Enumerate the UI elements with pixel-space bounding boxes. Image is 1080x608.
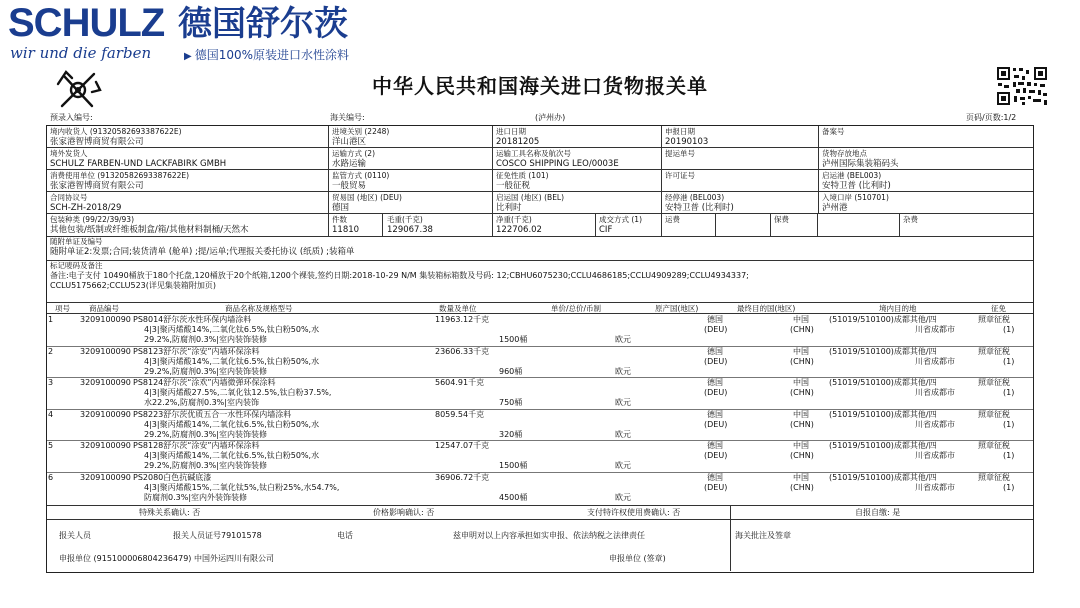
- goods-item-origin: 德国: [707, 378, 723, 388]
- trade-country-cell: 贸易国 (地区) (DEU) 德国: [332, 193, 402, 213]
- goods-item-tax-2: (1): [1003, 451, 1015, 461]
- goods-col-destination: 最终目的国(地区): [737, 304, 796, 313]
- goods-item-origin: 德国: [707, 315, 723, 324]
- bill-number-cell: 提运单号: [665, 149, 695, 158]
- gross-weight-cell: 毛重(千克) 129067.38: [387, 215, 433, 235]
- goods-item-destination: 中国: [793, 473, 809, 482]
- price-impact: 价格影响确认: 否: [373, 508, 435, 517]
- goods-item-spec: 4|3|聚丙烯酸14%,二氧化钛6.5%,钛白粉50%,水: [144, 356, 320, 366]
- goods-item-domestic-2: 川省成都市: [915, 388, 955, 398]
- declarant-cert: 报关人员证号79101578: [173, 531, 262, 540]
- goods-item-domestic-2: 川省成都市: [915, 419, 955, 429]
- goods-item-tax: 照章征税: [978, 378, 1010, 388]
- transport-mode-cell: 运输方式 (2) 水路运输: [332, 149, 376, 169]
- row-divider: [47, 440, 1033, 441]
- goods-item-origin-code: (DEU): [704, 419, 728, 429]
- goods-item-spec: 4|3|聚丙烯酸14%,二氧化钛6.5%,钛白粉50%,水: [144, 419, 320, 429]
- goods-item-qty-units: 320桶: [499, 429, 523, 439]
- goods-item-currency: 欧元: [615, 429, 631, 439]
- record-number-cell: 备案号: [822, 127, 845, 136]
- special-relation: 特殊关系确认: 否: [139, 508, 201, 517]
- goods-item-name: PS8128舒尔茨“涂安”内墙环保涂料: [133, 441, 260, 451]
- pre-entry-number: 预录入编号:: [50, 113, 93, 122]
- goods-item-spec: 4|3|聚丙烯酸14%,二氧化钛6.5%,钛白粉50%,水: [144, 451, 320, 461]
- goods-item-destination-code: (CHN): [790, 483, 814, 492]
- consumer-cell: 消费使用单位 (91320582693387622E) 张家港智博商贸有限公司: [50, 171, 190, 191]
- brand-name-cn: 德国舒尔茨: [178, 4, 348, 44]
- goods-item-destination-code: (CHN): [790, 419, 814, 429]
- goods-item-currency: 欧元: [615, 335, 631, 344]
- brand-subtitle: ▶ 德国100%原装进口水性涂料: [184, 48, 350, 62]
- goods-item-qty: 11963.12千克: [435, 315, 490, 324]
- goods-item-destination: 中国: [793, 315, 809, 324]
- goods-item-destination-code: (CHN): [790, 451, 814, 461]
- goods-item-destination: 中国: [793, 441, 809, 451]
- goods-item-spec-2: 29.2%,防腐剂0.3%|室内装饰装修: [144, 366, 267, 376]
- goods-item-name: PS2080白色抗碱底漆: [133, 473, 212, 482]
- royalty-confirm: 支付特许权使用费确认: 否: [587, 508, 681, 517]
- deal-mode-cell: 成交方式 (1) CIF: [599, 215, 643, 235]
- legal-statement: 兹申明对以上内容承担如实申报、依法纳税之法律责任: [453, 531, 645, 540]
- declarant-label: 报关人员: [59, 531, 91, 540]
- shipper-cell: 境外发货人 SCHULZ FARBEN-UND LACKFABIRK GMBH: [50, 149, 227, 169]
- goods-item-currency: 欧元: [615, 398, 631, 408]
- page-count: 页码/页数:1/2: [966, 113, 1017, 122]
- goods-item-origin: 德国: [707, 441, 723, 451]
- goods-col-price: 单价/总价/币制: [551, 304, 602, 313]
- goods-item-qty: 8059.54千克: [435, 409, 485, 419]
- goods-item-origin-code: (DEU): [704, 451, 728, 461]
- attached-documents-cell: 随附单证及编号 随附单证2:发票;合同;装货清单 (舱单) ;提/运单;代理报关委托协议 (纸质) ;装箱单: [50, 237, 355, 257]
- goods-col-qty: 数量及单位: [439, 304, 477, 313]
- entry-port-cell: 进境关别 (2248) 洋山港区: [332, 127, 390, 147]
- row-divider: [47, 409, 1033, 410]
- goods-item-no: 2: [48, 346, 54, 356]
- goods-item-domestic: (51019/510100)成都其他/四: [829, 346, 937, 356]
- supervision-cell: 监管方式 (0110) 一般贸易: [332, 171, 390, 191]
- goods-item-qty-units: 750桶: [499, 398, 523, 408]
- goods-item-currency: 欧元: [615, 366, 631, 376]
- insurance-cell: 保费: [774, 215, 789, 224]
- row-divider: [47, 472, 1033, 473]
- contract-cell: 合同协议号 SCH-ZH-2018/29: [50, 193, 122, 213]
- goods-item-currency: 欧元: [615, 461, 631, 471]
- goods-item-name: PS8014舒尔茨水性环保内墙涂料: [133, 315, 252, 324]
- goods-item-tax-2: (1): [1003, 356, 1015, 366]
- storage-location-cell: 货物存放地点 泸州国际集装箱码头: [822, 149, 899, 169]
- goods-col-name: 商品名称及规格型号: [225, 304, 293, 313]
- goods-item-tax: 照章征税: [978, 441, 1010, 451]
- goods-item-origin-code: (DEU): [704, 356, 728, 366]
- goods-item-domestic: (51019/510100)成都其他/四: [829, 409, 937, 419]
- vessel-cell: 运输工具名称及航次号 COSCO SHIPPING LEO/0003E: [496, 149, 619, 169]
- goods-col-origin: 原产国(地区): [655, 304, 699, 313]
- play-arrow-icon: ▶: [184, 51, 192, 62]
- goods-item-spec-2: 29.2%,防腐剂0.3%|室内装饰装修: [144, 429, 267, 439]
- license-cell: 许可证号: [665, 171, 695, 180]
- departure-port-cell: 启运港 (BEL003) 安特卫普 (比利时): [822, 171, 891, 191]
- goods-item-spec: 4|3|聚丙烯酸14%,二氧化钛6.5%,钛白粉50%,水: [144, 325, 320, 334]
- goods-item-tax: 照章征税: [978, 315, 1010, 324]
- goods-item-spec-2: 防腐剂0.3%|室内外装饰装修: [144, 493, 248, 502]
- goods-item-destination-code: (CHN): [790, 356, 814, 366]
- goods-item-qty-units: 1500桶: [499, 335, 528, 344]
- goods-item-code: 3209100090: [80, 409, 131, 419]
- goods-item-currency: 欧元: [615, 493, 631, 502]
- goods-item-spec: 4|3|聚丙烯酸27.5%,二氧化钛12.5%,钛白粉37.5%,: [144, 388, 332, 398]
- row-divider: [47, 377, 1033, 378]
- goods-item-destination-code: (CHN): [790, 388, 814, 398]
- goods-item-origin-code: (DEU): [704, 388, 728, 398]
- customs-approval: 海关批注及签章: [735, 531, 791, 540]
- goods-item-domestic-2: 川省成都市: [915, 356, 955, 366]
- net-weight-cell: 净重(千克) 122706.02: [496, 215, 542, 235]
- goods-item-code: 3209100090: [80, 315, 131, 324]
- declaration-form: [46, 125, 1034, 573]
- goods-item-qty: 23606.33千克: [435, 346, 490, 356]
- goods-item-domestic: (51019/510100)成都其他/四: [829, 378, 937, 388]
- import-date-cell: 进口日期 20181205: [496, 127, 540, 147]
- goods-item-domestic: (51019/510100)成都其他/四: [829, 441, 937, 451]
- brand-header: [8, 2, 488, 62]
- goods-item-domestic-2: 川省成都市: [915, 451, 955, 461]
- goods-item-qty-units: 4500桶: [499, 493, 528, 502]
- goods-item-origin: 德国: [707, 473, 723, 482]
- goods-item-origin: 德国: [707, 409, 723, 419]
- goods-item-code: 3209100090: [80, 473, 131, 482]
- tax-nature-cell: 征免性质 (101) 一般征税: [496, 171, 549, 191]
- goods-item-origin-code: (DEU): [704, 325, 728, 334]
- phone-label: 电话: [337, 531, 353, 540]
- goods-item-origin: 德国: [707, 346, 723, 356]
- goods-item-name: PS8223舒尔茨优质五合一水性环保内墙涂料: [133, 409, 292, 419]
- declaration-unit: 申报单位 (91510000680423647​9) 中国外运四川有限公司: [59, 554, 274, 563]
- document-title: 中华人民共和国海关进口货物报关单: [372, 74, 708, 98]
- goods-col-tax: 征免: [991, 304, 1006, 313]
- goods-item-tax: 照章征税: [978, 409, 1010, 419]
- goods-col-code: 商品编号: [89, 304, 119, 313]
- goods-item-tax: 照章征税: [978, 346, 1010, 356]
- pieces-cell: 件数 11810: [332, 215, 360, 235]
- goods-item-no: 5: [48, 441, 54, 451]
- goods-item-domestic-2: 川省成都市: [915, 325, 955, 334]
- misc-fee-cell: 杂费: [903, 215, 918, 224]
- row-divider: [47, 346, 1033, 347]
- goods-col-domestic: 境内目的地: [879, 304, 917, 313]
- goods-item-qty-units: 960桶: [499, 366, 523, 376]
- goods-item-spec-2: 29.2%,防腐剂0.3%|室内装饰装修: [144, 461, 267, 471]
- goods-item-qty-units: 1500桶: [499, 461, 528, 471]
- self-pay: 自报自缴: 是: [855, 508, 901, 517]
- declaration-date-cell: 申报日期 20190103: [665, 127, 709, 147]
- goods-item-code: 3209100090: [80, 378, 131, 388]
- brand-tagline: wir und die farben: [10, 44, 152, 62]
- goods-item-destination-code: (CHN): [790, 325, 814, 334]
- goods-item-spec-2: 水22.2%,防腐剂0.3%|室内装饰: [144, 398, 259, 408]
- transit-port-cell: 经停港 (BEL003) 安特卫普 (比利时): [665, 193, 734, 213]
- origin-country-cell: 启运国 (地区) (BEL) 比利时: [496, 193, 565, 213]
- goods-item-tax-2: (1): [1003, 419, 1015, 429]
- goods-item-origin-code: (DEU): [704, 483, 728, 492]
- goods-item-no: 6: [48, 473, 54, 482]
- goods-item-spec-2: 29.2%,防腐剂0.3%|室内装饰装修: [144, 335, 267, 344]
- goods-item-destination: 中国: [793, 378, 809, 388]
- goods-item-qty: 36906.72千克: [435, 473, 490, 482]
- goods-item-domestic: (51019/510100)成都其他/四: [829, 315, 937, 324]
- goods-item-tax-2: (1): [1003, 325, 1015, 334]
- goods-item-destination: 中国: [793, 346, 809, 356]
- goods-item-no: 1: [48, 315, 54, 324]
- goods-item-name: PS8124舒尔茨“涂欢”内墙微弹环保涂料: [133, 378, 276, 388]
- declaration-unit-seal: 申报单位 (签章): [609, 554, 666, 563]
- goods-item-tax: 照章征税: [978, 473, 1010, 482]
- goods-item-qty: 5604.91千克: [435, 378, 485, 388]
- goods-item-tax-2: (1): [1003, 483, 1015, 492]
- goods-item-qty: 12547.07千克: [435, 441, 490, 451]
- package-type-cell: 包装种类 (99/22/39/93) 其他包装/纸制或纤维板制盒/箱/其他材料制桶/天然木: [50, 215, 249, 235]
- goods-item-domestic-2: 川省成都市: [915, 483, 955, 492]
- freight-cell: 运费: [665, 215, 680, 224]
- goods-item-destination: 中国: [793, 409, 809, 419]
- goods-col-no: 项号: [55, 304, 70, 313]
- goods-item-code: 3209100090: [80, 346, 131, 356]
- customs-number: 海关编号:: [330, 113, 365, 122]
- entry-place-cell: 入境口岸 (510701) 泸州港: [822, 193, 889, 213]
- goods-item-spec: 4|3|聚丙烯酸15%,二氧化钛5%,钛白粉25%,水54.7%,: [144, 483, 340, 492]
- goods-item-domestic: (51019/510100)成都其他/四: [829, 473, 937, 482]
- marks-remarks-cell: 标记唛码及备注 备注:电子支付 10490桶放于180个托盘,120桶放于20个纸箱,1200个裸装,签约日期:2018-10-29 N/M 集装箱标箱数及号码: 12;CBHU6075230;CCLU4686185;CCLU4909289;CCLU4934337; CCLU5175662;CCLU523(详见集装箱附加页): [50, 261, 749, 290]
- goods-item-no: 3: [48, 378, 54, 388]
- customs-office: (泸州办): [535, 113, 566, 122]
- goods-item-tax-2: (1): [1003, 388, 1015, 398]
- goods-item-name: PS8123舒尔茨“涂安”内墙环保涂料: [133, 346, 260, 356]
- goods-item-code: 3209100090: [80, 441, 131, 451]
- consignee-cell: 境内收货人 (91320582693387622E) 张家港智博商贸有限公司: [50, 127, 182, 147]
- goods-item-no: 4: [48, 409, 54, 419]
- brand-logo-text: SCHULZ: [8, 1, 165, 45]
